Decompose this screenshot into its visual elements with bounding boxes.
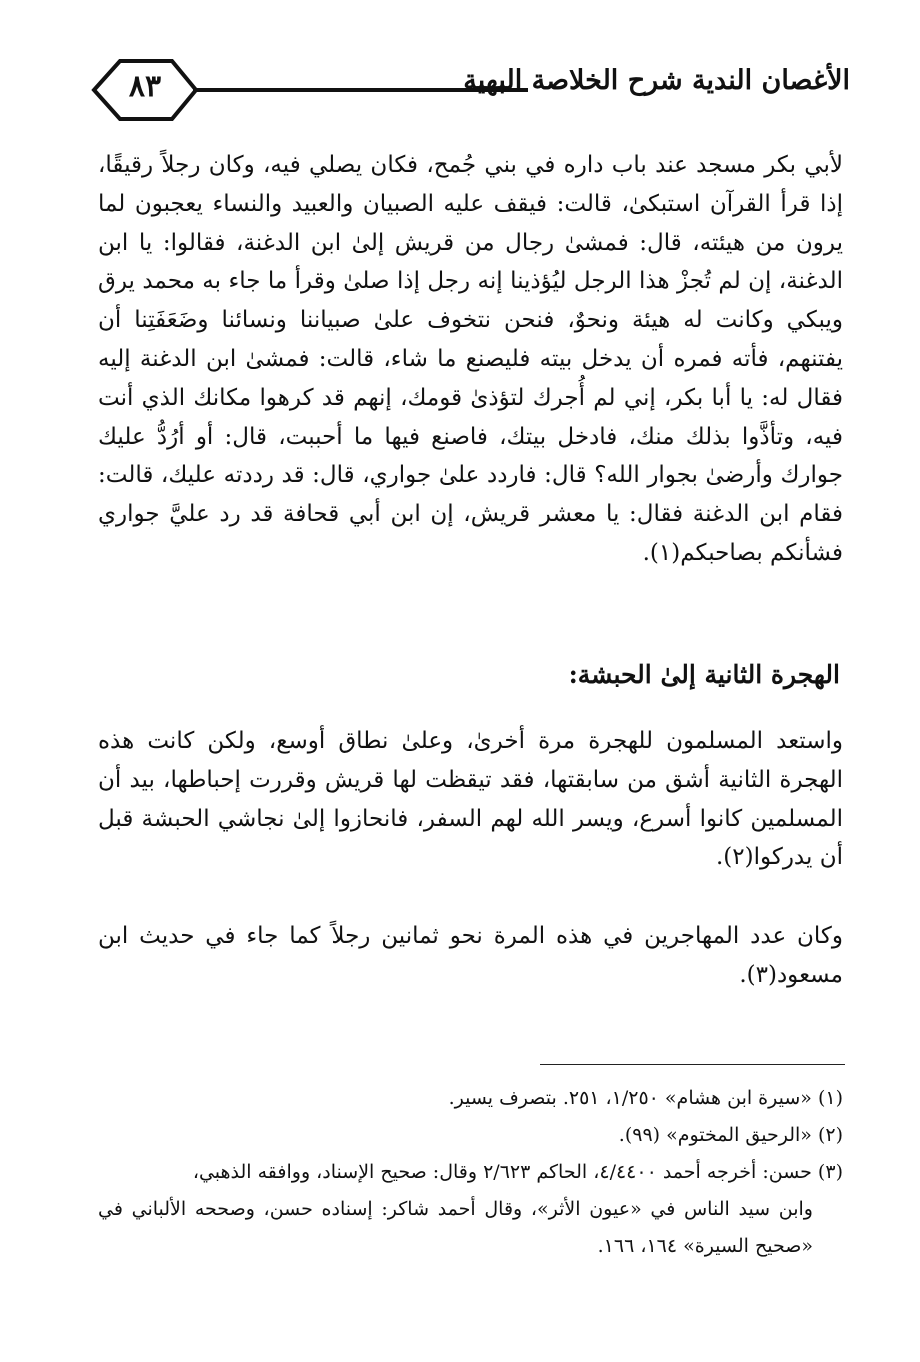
page-number: ٨٣	[128, 69, 162, 104]
body-paragraph-2	[98, 722, 843, 877]
paragraph-text: واستعد المسلمون للهجرة مرة أخرىٰ، وعلىٰ نطاق أوسع، ولكن كانت هذه الهجرة الثانية أشق من سابقتها، فقد تيقظت لها قريش وقررت إحباطها، بيد أن المسلمين كانوا أسرع، ويسر الله لهم السفر، فانحازوا إلىٰ نجاشي الحبشة قبل أن يدركوا(٢).	[98, 728, 844, 871]
footnote-2: (٢) «الرحيق المختوم» (٩٩).	[618, 1124, 843, 1146]
section-heading: الهجرة الثانية إلىٰ الحبشة:	[568, 660, 840, 689]
paragraph-text: لأبي بكر مسجد عند باب داره في بني جُمح، فكان يصلي فيه، وكان رجلاً رقيقًا، إذا قرأ القرآن استبكىٰ، قالت: فيقف عليه الصبيان والعبيد والنساء يعجبون لما يرون من هيئته، قال: فمشىٰ رجال من قريش إلىٰ ابن الدغنة، فقالوا: يا ابن الدغنة، إن لم تُجزْ هذا الرجل ليُؤذينا إنه رجل إذا صلىٰ وقرأ ما جاء به محمد يرق ويبكي وكانت له هيئة ونحوٌ، فنحن نتخوف علىٰ صبياننا ونسائنا وضَعَفَتِنا أن يفتنهم، فأته فمره أن يدخل بيته فليصنع ما شاء، قالت: فمشىٰ ابن الدغنة إليه فقال له: يا أبا بكر، إني لم أُجرك لتؤذىٰ قومك، إنهم قد كرهوا مكانك الذي أنت فيه، وتأذَّوا بذلك منك، فادخل بيتك، فاصنع فيها ما أحببت، قال: أو أرُدُّ عليك جوارك وأرضىٰ بجوار الله؟ قال: فاردد علىٰ جواري، قال: قد رددته عليك، قالت: فقام ابن الدغنة فقال: يا معشر قريش، إن ابن أبي قحافة قد رد عليَّ جواري فشأنكم بصاحبكم(١).	[98, 152, 843, 566]
footnote-3-continued: وابن سيد الناس في «عيون الأثر»، وقال أحمد شاكر: إسناده حسن، وصححه الألباني في «صحيح السيرة» ١٦٤، ١٦٦.	[98, 1198, 813, 1257]
running-title: الأغصان الندية شرح الخلاصة البهية	[463, 65, 850, 96]
footnote-separator	[540, 1064, 845, 1065]
footnote-1: (١) «سيرة ابن هشام» ١/٢٥٠، ٢٥١. بتصرف يسير.	[448, 1087, 843, 1109]
body-paragraph-1	[98, 146, 843, 573]
body-paragraph-3	[98, 917, 843, 995]
paragraph-text: وكان عدد المهاجرين في هذه المرة نحو ثمانين رجلاً كما جاء في حديث ابن مسعود(٣).	[98, 923, 843, 988]
footnote-3: (٣) حسن: أخرجه أحمد ٤/٤٤٠٠، الحاكم ٢/٦٢٣ وقال: صحيح الإسناد، ووافقه الذهبي،	[192, 1161, 843, 1183]
page-header	[90, 55, 850, 125]
footnotes	[98, 1080, 843, 1265]
